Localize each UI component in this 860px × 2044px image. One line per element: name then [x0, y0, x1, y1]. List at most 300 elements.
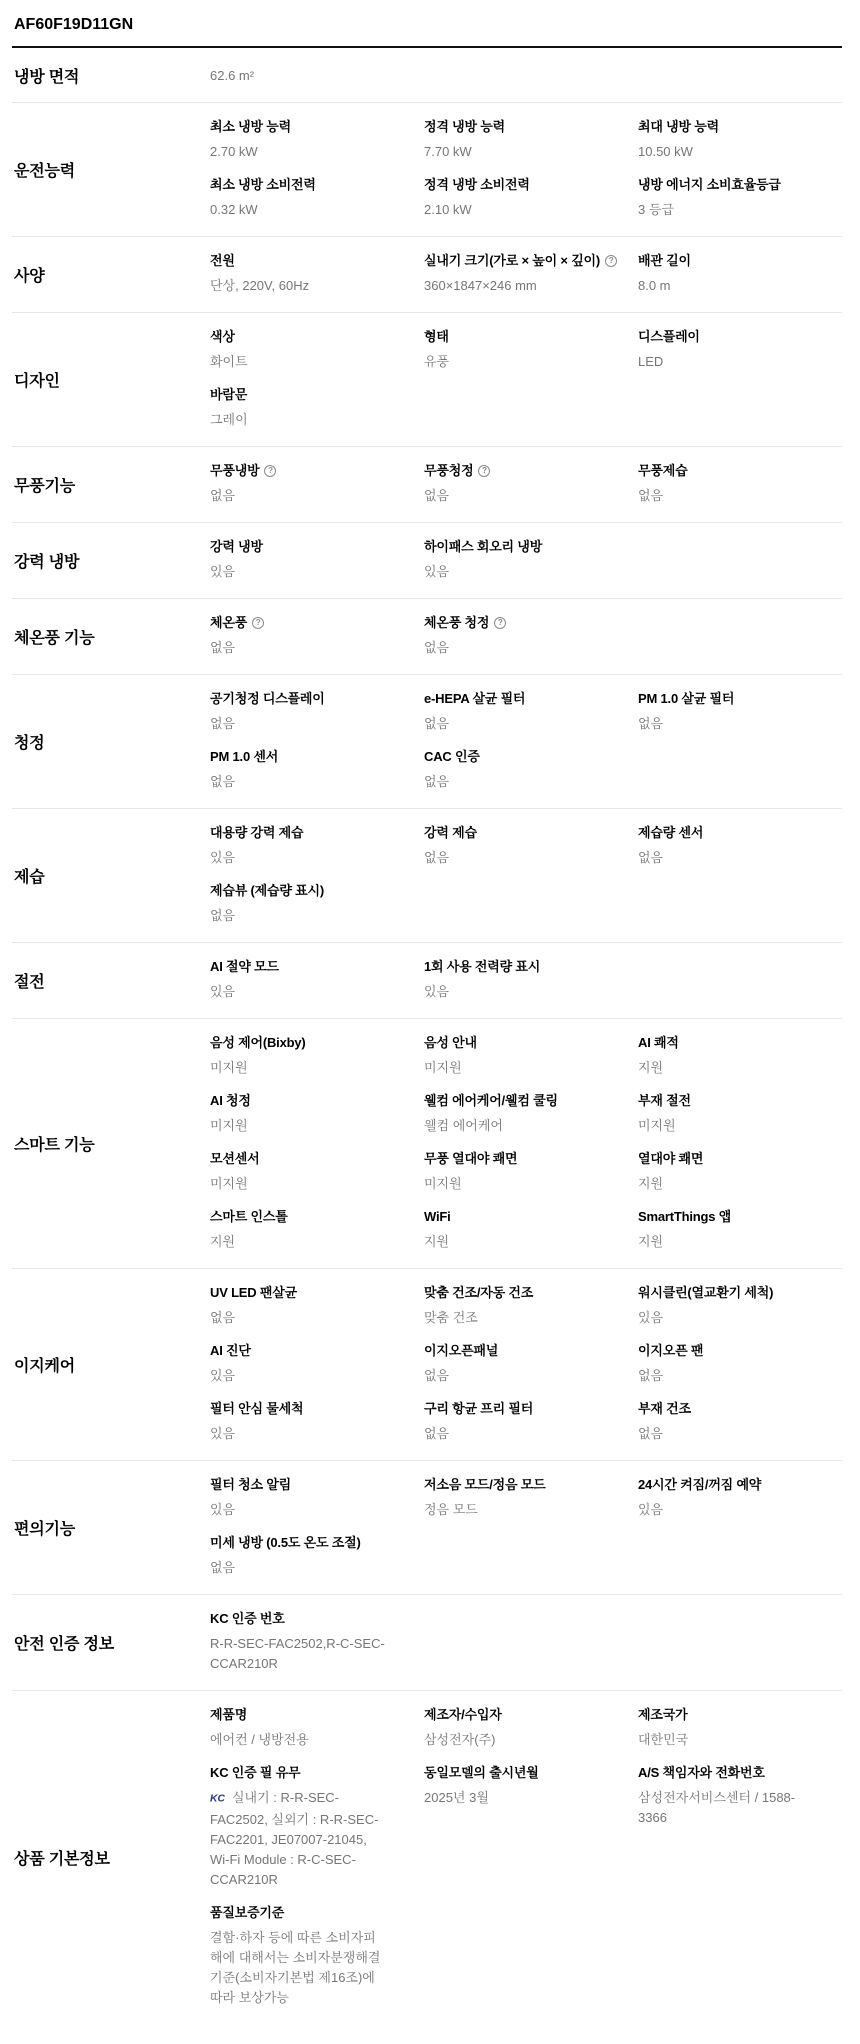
- spec-name: [638, 177, 842, 193]
- spec-name-text: 미세 냉방 (0.5도 온도 조절): [210, 1535, 361, 1550]
- spec-cell: [638, 1285, 842, 1328]
- spec-value: 지원: [638, 1176, 664, 1191]
- spec-name-text: 필터 안심 물세척: [210, 1401, 304, 1416]
- spec-name-text: 저소음 모드/정음 모드: [424, 1477, 546, 1492]
- spec-name: [638, 1707, 842, 1723]
- spec-section-content: [210, 60, 842, 90]
- spec-cell: [638, 1151, 842, 1194]
- spec-cell: [638, 1477, 842, 1520]
- spec-cell: [424, 463, 628, 506]
- spec-value: 있음: [638, 1310, 664, 1325]
- spec-value: 없음: [424, 1368, 450, 1383]
- spec-value: 미지원: [210, 1118, 248, 1133]
- help-icon[interactable]: ?: [252, 617, 264, 629]
- spec-value: 없음: [424, 1426, 450, 1441]
- spec-name: [210, 749, 414, 765]
- spec-category-label: 상품 기본정보: [14, 1851, 110, 1868]
- spec-name: [424, 1035, 628, 1051]
- spec-table: [12, 48, 842, 2024]
- spec-section-content: [210, 1607, 842, 1678]
- spec-cell: [424, 959, 628, 1002]
- spec-cell: [638, 1093, 842, 1136]
- spec-value: 없음: [210, 716, 236, 731]
- spec-cell: [210, 1151, 414, 1194]
- spec-name: [424, 1707, 628, 1723]
- spec-row: [210, 1765, 842, 1890]
- help-icon[interactable]: ?: [478, 465, 490, 477]
- spec-cell: [210, 615, 414, 658]
- spec-cell: [210, 959, 414, 1002]
- spec-name: [210, 1151, 414, 1167]
- spec-row: [210, 1209, 842, 1252]
- spec-category-label: 디자인: [14, 373, 60, 390]
- spec-category-label: 안전 인증 정보: [14, 1636, 115, 1653]
- spec-name-text: AI 진단: [210, 1343, 251, 1358]
- spec-section: [12, 1594, 842, 1690]
- spec-value: 없음: [210, 488, 236, 503]
- spec-value: 있음: [210, 1502, 236, 1517]
- spec-value: 대한민국: [638, 1732, 689, 1747]
- spec-name-text: PM 1.0 살균 필터: [638, 691, 735, 706]
- spec-row: [210, 119, 842, 162]
- spec-cell: [210, 1765, 414, 1890]
- spec-value: 미지원: [210, 1060, 248, 1075]
- spec-cell: [210, 1035, 414, 1078]
- spec-cell: [424, 615, 628, 658]
- spec-name: [210, 1093, 414, 1109]
- spec-cell: [638, 463, 842, 506]
- spec-row: [210, 253, 842, 296]
- spec-name: [210, 883, 414, 899]
- spec-name-text: 바람문: [210, 387, 248, 402]
- spec-section-content: [210, 325, 842, 434]
- spec-value: 360×1847×246 mm: [424, 278, 537, 293]
- spec-name-text: 맞춤 건조/자동 건조: [424, 1285, 534, 1300]
- spec-value: 없음: [638, 1368, 664, 1383]
- spec-cell: [638, 329, 842, 372]
- spec-row: [210, 1707, 842, 1750]
- spec-name-text: UV LED 팬살균: [210, 1285, 297, 1300]
- spec-name: [210, 1401, 414, 1417]
- spec-row: [210, 1477, 842, 1520]
- spec-name-text: KC 인증 번호: [210, 1611, 285, 1626]
- spec-value: 지원: [424, 1234, 450, 1249]
- spec-section: [12, 674, 842, 808]
- spec-section: [12, 942, 842, 1018]
- spec-value: KC 실내기 : R-R-SEC-FAC2502, 실외기 : R-R-SEC-FAC2201, JE07007-21045, Wi-Fi Module : R-C-SEC-CCAR210R: [210, 1790, 379, 1887]
- spec-name: [424, 825, 628, 841]
- spec-section-content: [210, 955, 842, 1006]
- spec-section-content: [210, 535, 842, 586]
- spec-value: 유풍: [424, 354, 450, 369]
- spec-cell: [210, 64, 414, 86]
- spec-name: [210, 1209, 414, 1225]
- spec-cell: [424, 1477, 628, 1520]
- spec-category-label: 강력 냉방: [14, 554, 80, 571]
- spec-name-text: e-HEPA 살균 필터: [424, 691, 526, 706]
- spec-name-text: 냉방 에너지 소비효율등급: [638, 177, 781, 192]
- spec-name-text: 이지오픈 팬: [638, 1343, 704, 1358]
- spec-name: [424, 691, 628, 707]
- spec-name: [424, 119, 628, 135]
- spec-name-text: 열대야 쾌면: [638, 1151, 704, 1166]
- spec-section-content: [210, 249, 842, 300]
- spec-value: 미지원: [210, 1176, 248, 1191]
- spec-cell: [424, 749, 628, 792]
- spec-value: 8.0 m: [638, 278, 671, 293]
- spec-value: 지원: [210, 1234, 236, 1249]
- spec-name-text: 부재 절전: [638, 1093, 691, 1108]
- spec-section: [12, 522, 842, 598]
- spec-value: 없음: [210, 640, 236, 655]
- spec-cell: [424, 1343, 628, 1386]
- spec-name: [210, 177, 414, 193]
- spec-value: LED: [638, 354, 664, 369]
- spec-value: 없음: [210, 774, 236, 789]
- help-icon[interactable]: ?: [494, 617, 506, 629]
- spec-value: 없음: [424, 716, 450, 731]
- spec-name-text: 무풍냉방: [210, 463, 260, 478]
- spec-value: 있음: [210, 564, 236, 579]
- spec-name: [638, 329, 842, 345]
- spec-name: [210, 1535, 414, 1551]
- spec-value: 있음: [210, 984, 236, 999]
- spec-name: [638, 1151, 842, 1167]
- spec-name: [424, 329, 628, 345]
- spec-name-text: 워시클린(열교환기 세척): [638, 1285, 774, 1300]
- spec-category-label: 제습: [14, 869, 45, 886]
- spec-name: [424, 1401, 628, 1417]
- spec-section: [12, 48, 842, 102]
- spec-name-text: 체온풍: [210, 615, 248, 630]
- spec-category-label: 편의기능: [14, 1521, 76, 1538]
- spec-value: 7.70 kW: [424, 144, 472, 159]
- spec-name: [638, 119, 842, 135]
- spec-name-text: KC 인증 필 유무: [210, 1765, 301, 1780]
- spec-name: [210, 1285, 414, 1301]
- spec-name-text: 강력 냉방: [210, 539, 263, 554]
- spec-value: 단상, 220V, 60Hz: [210, 278, 310, 293]
- spec-name-text: 품질보증기준: [210, 1905, 285, 1920]
- spec-value: 없음: [210, 1560, 236, 1575]
- spec-name: [424, 1765, 628, 1781]
- spec-name: [638, 1035, 842, 1051]
- spec-name-text: 제습뷰 (제습량 표시): [210, 883, 324, 898]
- spec-name-text: 부재 건조: [638, 1401, 691, 1416]
- spec-section-content: [210, 459, 842, 510]
- spec-name-text: 공기청정 디스플레이: [210, 691, 325, 706]
- spec-section: [12, 1690, 842, 2024]
- spec-category-label: 운전능력: [14, 163, 76, 180]
- spec-row: [210, 825, 842, 868]
- spec-name-text: 스마트 인스톨: [210, 1209, 288, 1224]
- spec-section-content: [210, 687, 842, 796]
- spec-cell: [210, 329, 414, 372]
- spec-name: [424, 463, 628, 479]
- svg-text:KC: KC: [210, 1793, 225, 1804]
- spec-value: 결함·하자 등에 따른 소비자피해에 대해서는 소비자분쟁해결기준(소비자기본법 제16조)에 따라 보상가능: [210, 1930, 381, 2005]
- spec-cell: [638, 1765, 842, 1890]
- spec-value: 지원: [638, 1060, 664, 1075]
- spec-name: [210, 329, 414, 345]
- spec-name-text: SmartThings 앱: [638, 1209, 732, 1224]
- spec-cell: [424, 329, 628, 372]
- spec-category-label: 냉방 면적: [14, 68, 80, 86]
- spec-row: [210, 463, 842, 506]
- spec-name-text: 실내기 크기(가로 × 높이 × 깊이): [424, 253, 601, 268]
- spec-name-text: 대용량 강력 제습: [210, 825, 304, 840]
- spec-name: [424, 1285, 628, 1301]
- spec-name: [210, 1477, 414, 1493]
- spec-name: [210, 539, 414, 555]
- spec-cell: [210, 253, 414, 296]
- spec-name-text: 무풍청정: [424, 463, 474, 478]
- spec-value: 없음: [424, 774, 450, 789]
- spec-category-label: 절전: [14, 974, 45, 991]
- spec-section-content: [210, 1031, 842, 1256]
- spec-row: [210, 883, 842, 926]
- spec-cell: [638, 1707, 842, 1750]
- spec-name: [638, 1093, 842, 1109]
- spec-value: 0.32 kW: [210, 202, 258, 217]
- spec-name-text: A/S 책임자와 전화번호: [638, 1765, 765, 1780]
- spec-name: [424, 177, 628, 193]
- spec-row: [210, 1035, 842, 1078]
- spec-row: [210, 615, 842, 658]
- spec-section-content: [210, 115, 842, 224]
- spec-value: 2.10 kW: [424, 202, 472, 217]
- spec-cell: [210, 825, 414, 868]
- spec-name-text: PM 1.0 센서: [210, 749, 279, 764]
- spec-name: [210, 1343, 414, 1359]
- spec-cell: [638, 691, 842, 734]
- spec-section-content: [210, 1281, 842, 1448]
- spec-cell: [424, 1151, 628, 1194]
- spec-cell: [210, 1535, 414, 1578]
- spec-value: 없음: [424, 640, 450, 655]
- spec-row: [210, 1151, 842, 1194]
- spec-cell: [638, 1209, 842, 1252]
- spec-value: 3 등급: [638, 202, 674, 217]
- spec-cell: [638, 1401, 842, 1444]
- spec-cell: [424, 177, 628, 220]
- spec-section: [12, 808, 842, 942]
- spec-cell: [424, 1209, 628, 1252]
- spec-value: 없음: [424, 850, 450, 865]
- spec-cell: [210, 177, 414, 220]
- help-icon[interactable]: ?: [264, 465, 276, 477]
- spec-name-text: 웰컴 에어케어/웰컴 쿨링: [424, 1093, 558, 1108]
- spec-name-text: 정격 냉방 능력: [424, 119, 505, 134]
- spec-name: [210, 615, 414, 631]
- spec-category-label: 청정: [14, 735, 45, 752]
- spec-cell: [638, 1343, 842, 1386]
- spec-cell: [210, 691, 414, 734]
- spec-name-text: 최소 냉방 능력: [210, 119, 291, 134]
- spec-cell: [210, 1401, 414, 1444]
- spec-row: [210, 1611, 842, 1674]
- spec-cell: [210, 1707, 414, 1750]
- spec-cell: [424, 1093, 628, 1136]
- spec-name-text: 제조자/수입자: [424, 1707, 502, 1722]
- spec-section: [12, 598, 842, 674]
- spec-value: 에어컨 / 냉방전용: [210, 1732, 309, 1747]
- spec-cell: [424, 1285, 628, 1328]
- spec-cell: [638, 119, 842, 162]
- help-icon[interactable]: ?: [605, 255, 617, 267]
- spec-row: [210, 1401, 842, 1444]
- spec-value: 없음: [638, 716, 664, 731]
- kc-certification-icon: [210, 1790, 228, 1810]
- spec-row: [210, 387, 842, 430]
- spec-name: [424, 1093, 628, 1109]
- spec-cell: [638, 825, 842, 868]
- spec-name-text: WiFi: [424, 1209, 451, 1224]
- spec-cell: [424, 825, 628, 868]
- spec-section: [12, 312, 842, 446]
- spec-row: [210, 329, 842, 372]
- spec-name: [210, 253, 414, 269]
- spec-category-label: 이지케어: [14, 1358, 76, 1375]
- spec-name: [424, 1477, 628, 1493]
- spec-cell: [424, 1707, 628, 1750]
- spec-name: [638, 691, 842, 707]
- spec-name-text: 구리 항균 프리 필터: [424, 1401, 534, 1416]
- spec-name-text: 제습량 센서: [638, 825, 704, 840]
- spec-section: [12, 446, 842, 522]
- spec-section-content: [210, 821, 842, 930]
- spec-name: [424, 615, 628, 631]
- spec-row: [210, 749, 842, 792]
- spec-value: 있음: [638, 1502, 664, 1517]
- spec-cell: [210, 463, 414, 506]
- spec-cell: [210, 1209, 414, 1252]
- spec-value: 있음: [210, 850, 236, 865]
- spec-name: [210, 387, 414, 403]
- spec-cell: [210, 119, 414, 162]
- spec-name-text: 동일모델의 출시년월: [424, 1765, 539, 1780]
- spec-cell: [210, 1477, 414, 1520]
- spec-value: 2025년 3월: [424, 1790, 489, 1805]
- spec-name-text: 전원: [210, 253, 235, 268]
- spec-row: [210, 177, 842, 220]
- spec-name: [424, 749, 628, 765]
- spec-value: 있음: [424, 984, 450, 999]
- spec-name-text: 제품명: [210, 1707, 248, 1722]
- spec-name: [638, 1285, 842, 1301]
- spec-value: 삼성전자(주): [424, 1732, 496, 1747]
- spec-section: [12, 236, 842, 312]
- spec-cell: [638, 253, 842, 296]
- spec-name-text: 무풍제습: [638, 463, 688, 478]
- spec-row: [210, 1905, 842, 2008]
- spec-name-text: 디스플레이: [638, 329, 700, 344]
- spec-name: [210, 825, 414, 841]
- spec-cell: [424, 1401, 628, 1444]
- spec-section-content: [210, 1703, 842, 2012]
- spec-name-text: 정격 냉방 소비전력: [424, 177, 530, 192]
- spec-row: [210, 64, 842, 86]
- spec-value: 미지원: [424, 1176, 462, 1191]
- spec-name: [424, 539, 628, 555]
- spec-value: 미지원: [424, 1060, 462, 1075]
- spec-value: 없음: [638, 1426, 664, 1441]
- spec-value: 없음: [424, 488, 450, 503]
- spec-value: 있음: [210, 1426, 236, 1441]
- spec-name-text: 형태: [424, 329, 449, 344]
- spec-name-text: 강력 제습: [424, 825, 477, 840]
- spec-section: [12, 1268, 842, 1460]
- spec-row: [210, 1535, 842, 1578]
- spec-name: [210, 1707, 414, 1723]
- spec-name: [210, 1035, 414, 1051]
- spec-name-text: CAC 인증: [424, 749, 480, 764]
- spec-cell: [210, 749, 414, 792]
- spec-name-text: 배관 길이: [638, 253, 691, 268]
- page-title: AF60F19D11GN: [12, 0, 842, 48]
- spec-cell: [210, 387, 414, 430]
- spec-cell: [210, 1285, 414, 1328]
- spec-name: [424, 1343, 628, 1359]
- spec-name-text: 모션센서: [210, 1151, 260, 1166]
- spec-cell: [424, 1765, 628, 1890]
- spec-value: 삼성전자서비스센터 / 1588-3366: [638, 1790, 796, 1825]
- spec-name: [638, 825, 842, 841]
- spec-cell: [210, 1905, 414, 2008]
- spec-name: [424, 253, 628, 269]
- spec-cell: [210, 883, 414, 926]
- spec-name-text: 1회 사용 전력량 표시: [424, 959, 541, 974]
- spec-value: 정음 모드: [424, 1502, 478, 1517]
- spec-name-text: 무풍 열대야 쾌면: [424, 1151, 518, 1166]
- spec-name: [210, 1905, 414, 1921]
- spec-value: 그레이: [210, 412, 248, 427]
- spec-value: 화이트: [210, 354, 248, 369]
- spec-category-label: 스마트 기능: [14, 1137, 95, 1154]
- spec-cell: [210, 1611, 414, 1674]
- spec-name-text: AI 쾌적: [638, 1035, 679, 1050]
- spec-name: [424, 1209, 628, 1225]
- spec-value: 10.50 kW: [638, 144, 693, 159]
- spec-section: [12, 102, 842, 236]
- spec-cell: [424, 253, 628, 296]
- spec-section-content: [210, 1473, 842, 1582]
- spec-cell: [424, 539, 628, 582]
- spec-value: 없음: [638, 850, 664, 865]
- spec-row: [210, 1285, 842, 1328]
- spec-section: [12, 1460, 842, 1594]
- spec-name: [210, 463, 414, 479]
- spec-category-label: 사양: [14, 268, 45, 285]
- spec-name: [638, 1343, 842, 1359]
- spec-row: [210, 691, 842, 734]
- spec-name-text: AI 청정: [210, 1093, 251, 1108]
- spec-name: [638, 1765, 842, 1781]
- spec-name: [424, 959, 628, 975]
- spec-value: 맞춤 건조: [424, 1310, 478, 1325]
- spec-value: 미지원: [638, 1118, 676, 1133]
- spec-name-text: 음성 안내: [424, 1035, 477, 1050]
- spec-cell: [424, 1035, 628, 1078]
- spec-name-text: 체온풍 청정: [424, 615, 490, 630]
- spec-value: 있음: [424, 564, 450, 579]
- spec-name: [210, 119, 414, 135]
- spec-name-text: 필터 청소 알림: [210, 1477, 291, 1492]
- spec-name: [210, 1765, 414, 1781]
- spec-cell: [638, 1035, 842, 1078]
- spec-name-text: 24시간 켜짐/꺼짐 예약: [638, 1477, 762, 1492]
- spec-name-text: 색상: [210, 329, 235, 344]
